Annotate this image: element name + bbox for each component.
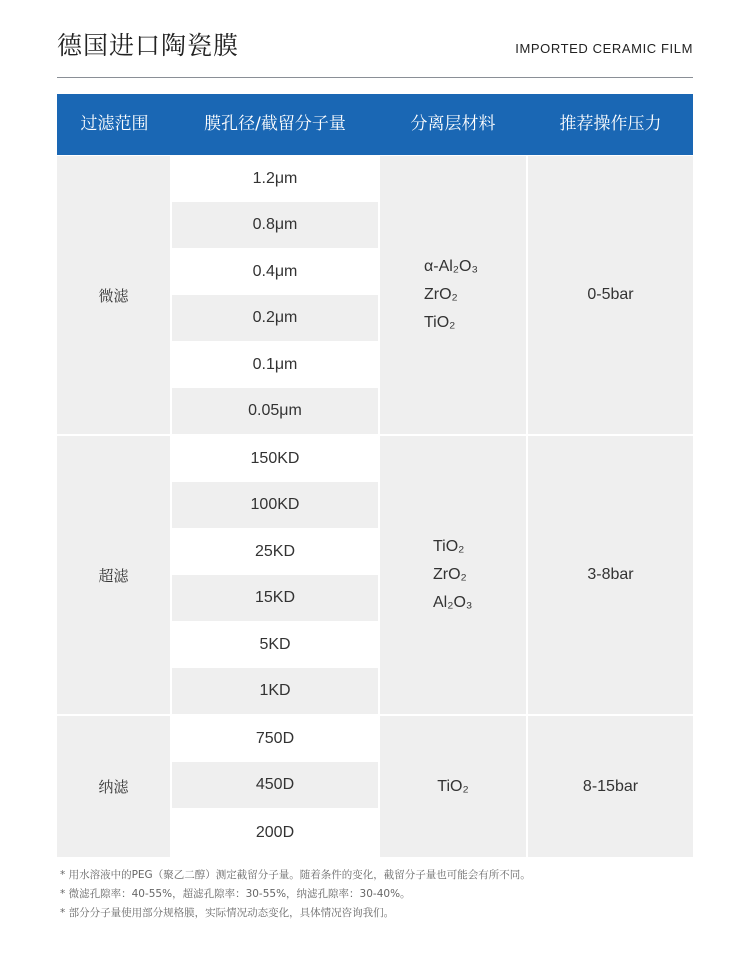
column-header-material: 分离层材料 bbox=[410, 114, 496, 134]
material-item: ZrO₂ bbox=[433, 566, 467, 583]
range-cell-microfiltration: 微滤 bbox=[57, 156, 170, 434]
material-item: Al₂O₃ bbox=[433, 594, 473, 611]
pore-value-cell: 25KD bbox=[172, 529, 378, 575]
footnote: * 微滤孔隙率：40-55%，超滤孔隙率：30-55%，纳滤孔隙率：30-40%。 bbox=[60, 888, 411, 900]
footnotes bbox=[60, 866, 720, 923]
spec-table bbox=[57, 94, 693, 857]
material-item: TiO₂ bbox=[424, 314, 456, 331]
pore-value-cell: 0.2μm bbox=[172, 295, 378, 341]
material-item: TiO₂ bbox=[433, 538, 465, 555]
pore-value-cell: 1KD bbox=[172, 668, 378, 714]
column-header-pore-size: 膜孔径/截留分子量 bbox=[204, 114, 346, 134]
material-item: α-Al₂O₃ bbox=[424, 258, 478, 275]
table-header bbox=[57, 94, 693, 155]
material-cell-microfiltration bbox=[380, 156, 526, 434]
column-header-pressure: 推荐操作压力 bbox=[559, 114, 662, 134]
pore-value-cell: 150KD bbox=[172, 436, 378, 482]
footnote: * 用水溶液中的PEG（聚乙二醇）测定截留分子量。随着条件的变化，截留分子量也可能会有所不同。 bbox=[60, 869, 531, 881]
pore-value-cell: 5KD bbox=[172, 622, 378, 668]
pore-value-cell: 450D bbox=[172, 762, 378, 808]
pore-value-cell: 0.8μm bbox=[172, 202, 378, 248]
pressure-cell-ultrafiltration: 3-8bar bbox=[528, 436, 693, 714]
title-divider bbox=[57, 77, 693, 78]
range-cell-nanofiltration: 纳滤 bbox=[57, 716, 170, 857]
footnote: * 部分分子量使用部分规格膜，实际情况动态变化，具体情况咨询我们。 bbox=[60, 907, 395, 919]
pore-value-cell: 0.1μm bbox=[172, 342, 378, 388]
material-cell-nanofiltration: TiO₂ bbox=[380, 716, 526, 857]
pore-value-cell: 100KD bbox=[172, 482, 378, 528]
pore-value-cell: 0.05μm bbox=[172, 388, 378, 434]
pressure-cell-nanofiltration: 8-15bar bbox=[528, 716, 693, 857]
pore-value-cell: 15KD bbox=[172, 575, 378, 621]
column-header-range: 过滤范围 bbox=[80, 114, 149, 134]
pore-value-cell: 750D bbox=[172, 716, 378, 762]
page-subtitle: IMPORTED CERAMIC FILM bbox=[515, 41, 693, 56]
pore-value-cell: 1.2μm bbox=[172, 156, 378, 202]
material-item: ZrO₂ bbox=[424, 286, 458, 303]
material-cell-ultrafiltration bbox=[380, 436, 526, 714]
pressure-cell-microfiltration: 0-5bar bbox=[528, 156, 693, 434]
range-cell-ultrafiltration: 超滤 bbox=[57, 436, 170, 714]
page-title: 德国进口陶瓷膜 bbox=[57, 31, 240, 60]
pore-value-cell: 0.4μm bbox=[172, 249, 378, 295]
pore-value-cell: 200D bbox=[172, 809, 378, 857]
